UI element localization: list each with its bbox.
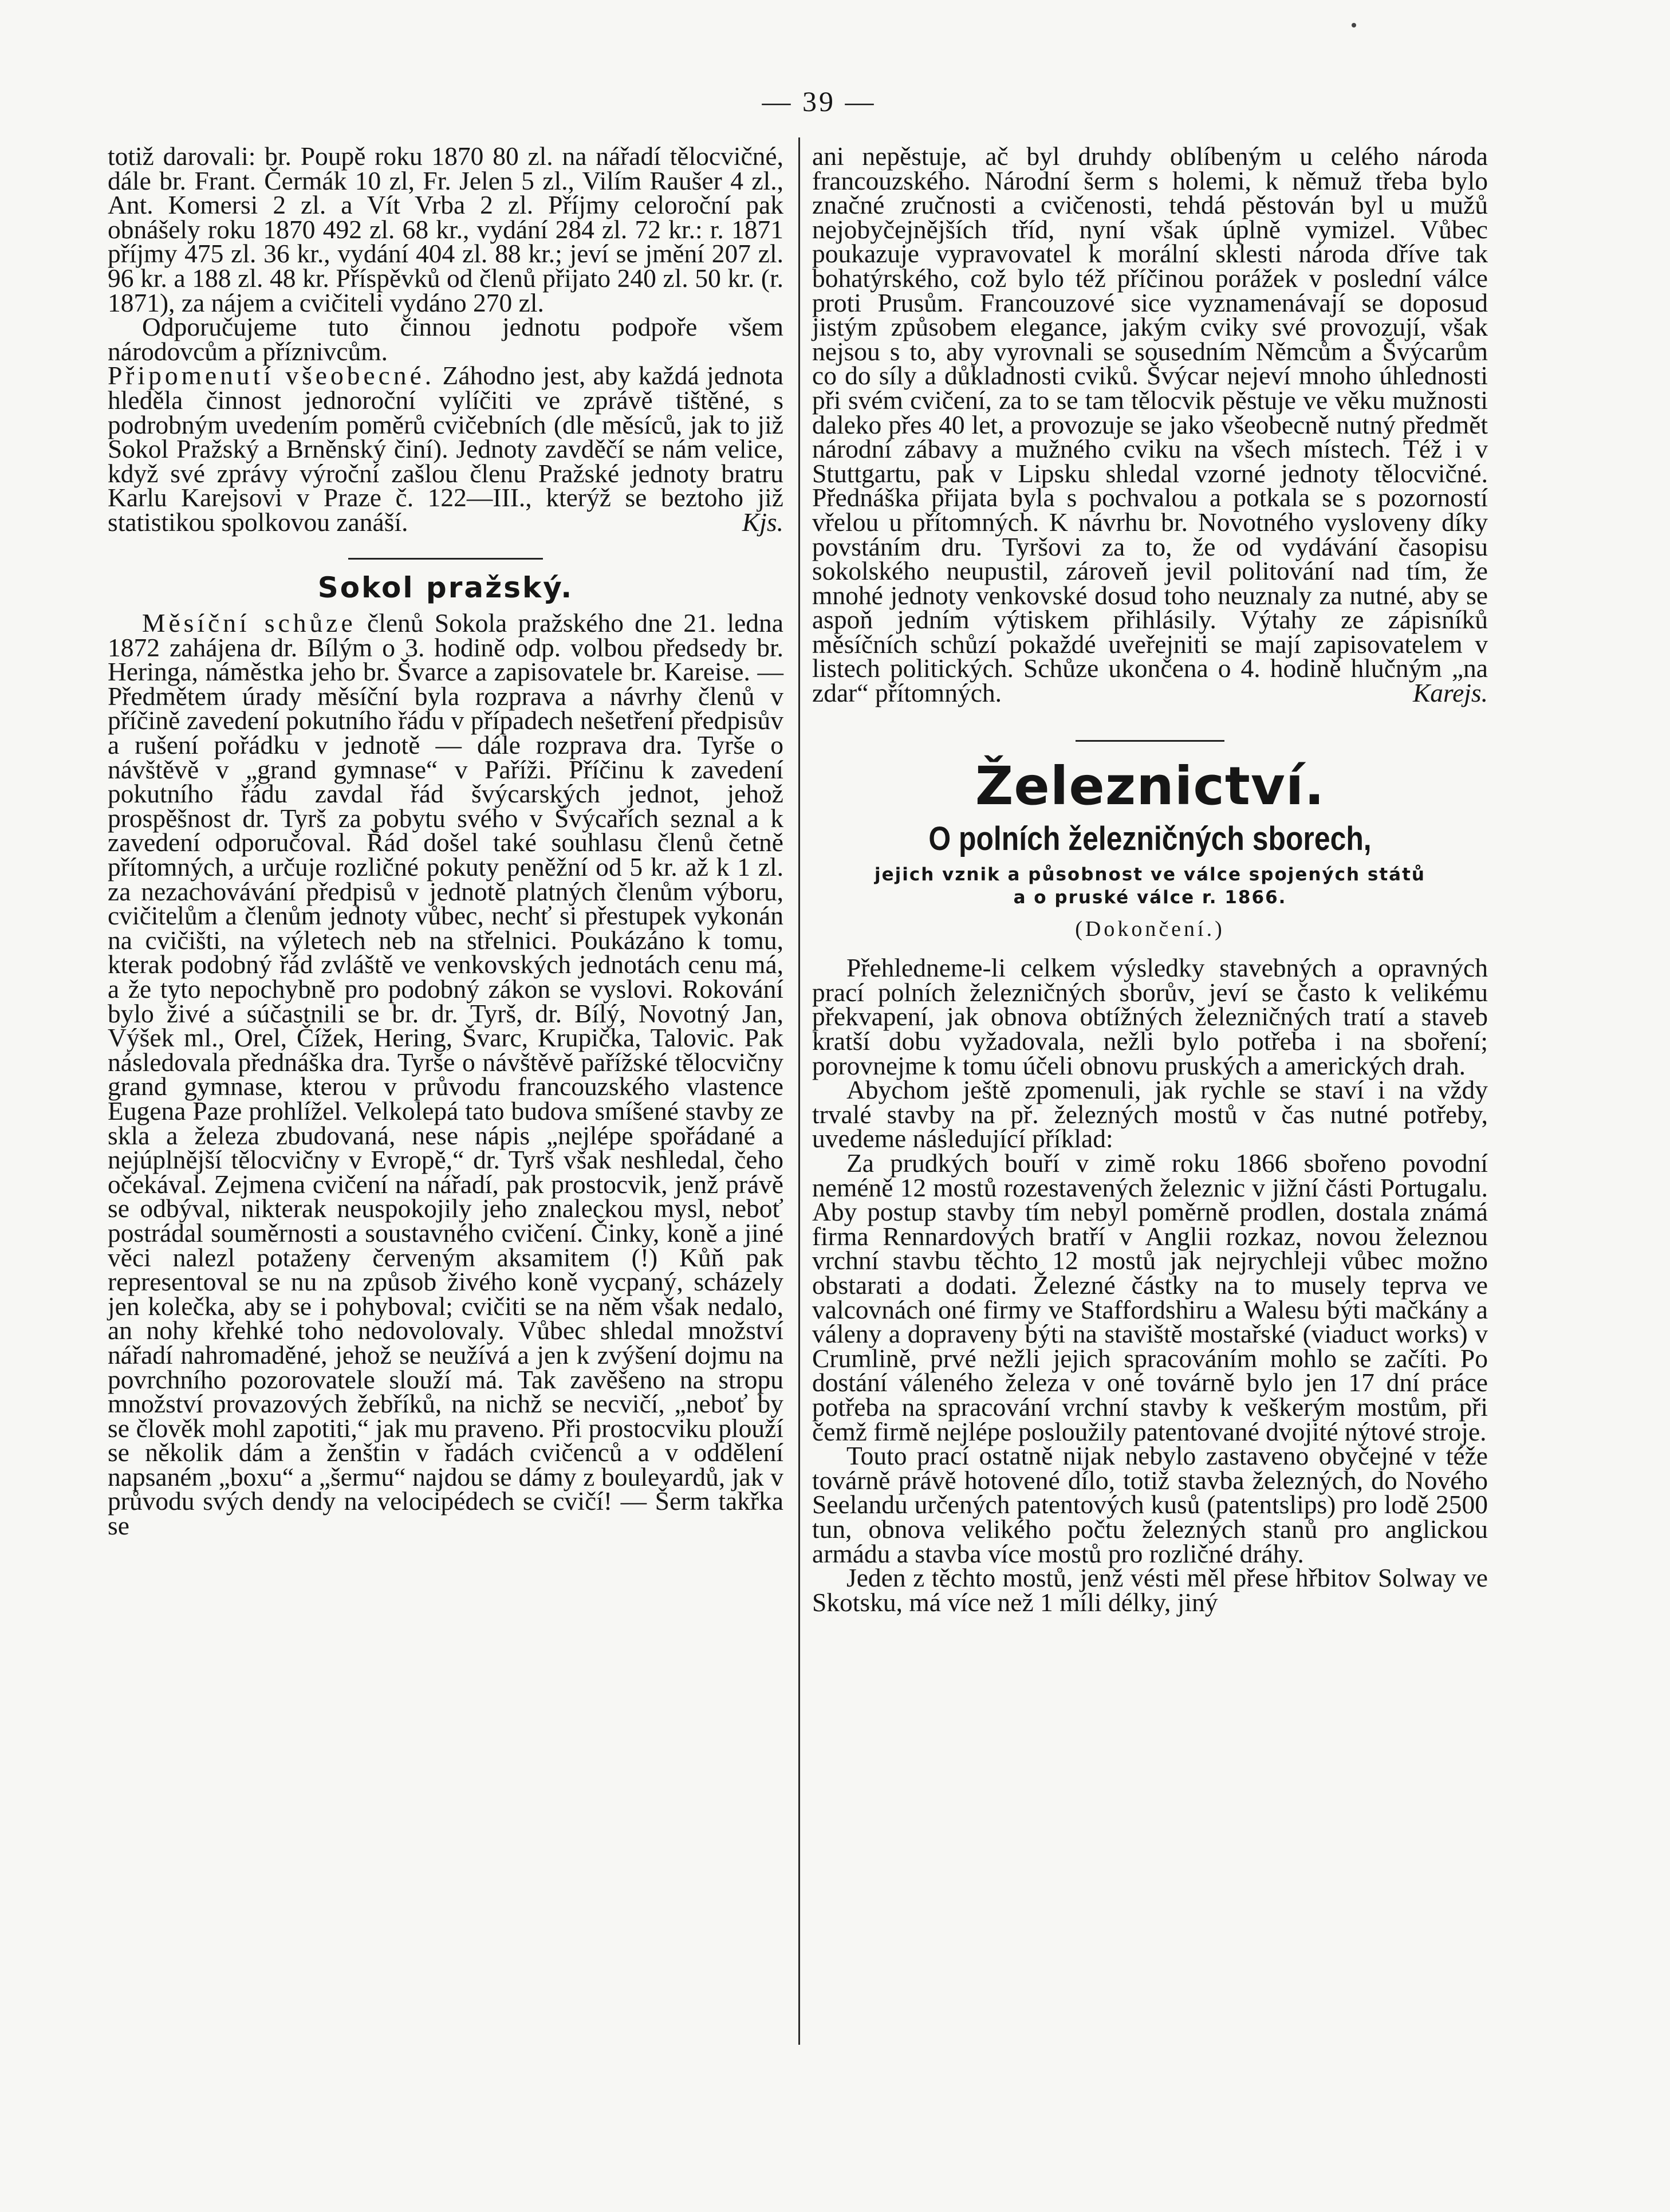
railway-paragraph-5: Jeden z těchto mostů, jenž vésti měl přese hřbitov Solway ve Skotsku, má více než 1 míli délky, jiný [812, 1563, 1488, 1617]
section-heading-sokol: Sokol pražský. [317, 570, 574, 604]
page-number: — 39 — [762, 85, 876, 117]
article-subsubtitle-1: jejich vznik a působnost ve válce spojených států [875, 864, 1425, 885]
article-subtitle: O polních železničných sborech, [928, 820, 1372, 857]
left-column [108, 141, 783, 1541]
sokol-signature: Karejs. [1412, 678, 1488, 708]
announcement-text: Záhodno jest, aby každá jednota hleděla činnost jednoroční vylíčiti ve zprávě tištěné, s podrobným uvedením poměrů cvičebních (dle měsíců, jak to již Sokol Pražský a Brněnský činí). Jednoty zavděčí se nám velice, když své zprávy výroční zašlou členu Pražské jednoty bratru Karlu Karejsovi v Praze č. 122—III., kterýž se beztoho již statistikou spolkovou zanáší. [108, 361, 783, 537]
sokol-continued-paragraph [812, 141, 1488, 708]
print-speck [1352, 23, 1356, 27]
donation-paragraph: totiž darovali: br. Poupě roku 1870 80 zl. na nářadí tělocvičné, dále br. Frant. Čermák 10 zl, Fr. Jelen 5 zl., Vilím Raušer 4 zl., Ant. Komersi 2 zl. a Vít Vrba 2 zl. Příjmy celoroční pak obnášely roku 1870 492 zl. 68 kr., vydání 284 zl. 72 kr.: r. 1871 příjmy 475 zl. 36 kr., vydání 404 zl. 88 kr.; jeví se jmění 207 zl. 96 kr. a 188 zl. 48 kr. Příspěvků od členů přijato 240 zl. 50 kr. (r. 1871), za nájem a cvičiteli vydáno 270 zl. [108, 141, 783, 317]
article-subsubtitle-2: a o pruské válce r. 1866. [1013, 887, 1287, 908]
column-divider [798, 137, 800, 2045]
sokol-continued-text: ani nepěstuje, ač byl druhdy oblíbeným u celého národa francouzského. Národní šerm s holemi, k němuž třeba bylo značné zručnosti a cvičenosti, tehdá pěstován byl u mužů nejobyčejnějších tříd, nyní však úplně vymizel. Vůbec poukazuje vypravovatel k morální sklesti národa dříve tak bohatýrského, což bylo též příčinou porážek v poslední válce proti Prusům. Francouzové sice vyznamenávají se doposud jistým způsobem elegance, jakým cviky své provozují, však nejsou s to, aby vyrovnali se sousedním Němcům a Švýcarům co do síly a důkladnosti cviků. Švýcar nejeví mnoho úhlednosti při svém cvičení, za to se tam tělocvik pěstuje ve věku mužnosti daleko přes 40 let, a provozuje se jako všeobecně nutný předmět národní zábavy a mužného cviku na všech místech. Též i v Stuttgartu, pak v Lipsku shledal vzorné jednoty tělocvičné. Přednáška přijata byla s pochvalou a potkala se s pozorností vřelou u přítomných. K návrhu br. Novotného vysloveny díky povstáním dru. Tyršovi za to, že od vydávání časopisu sokolského neupustil, zároveň jevil politování nad tím, že mnohé jednoty venkovské dosud toho neuznaly za nutné, aby se aspoň jedním výtiskem přihlásily. Výtahy ze zápisníků měsíčních schůzí pokaždé uveřejniti se mají zapisovatelem v listech politických. Schůze ukončena o 4. hodině hlučným „na zdar“ přítomných. [812, 141, 1488, 708]
railway-paragraph-4: Touto prací ostatně nijak nebylo zastaveno obyčejné v téže továrně právě hotovené dílo, totiž stavba železných, do Nového Seelandu určených patentových kusů (patentslips) pro lodě 2500 tun, obnova velikého počtu železných stanů pro anglickou armádu a stavba více mostů pro rozličné dráhy. [812, 1441, 1488, 1568]
article-title: Železnictví. [975, 755, 1325, 817]
section-rule [348, 558, 543, 560]
railway-paragraph-2: Abychom ještě zpomenuli, jak rychle se staví i na vždy trvalé stavby na př. železných mostů v čas nutné potřeby, uvedeme následující příklad: [812, 1075, 1488, 1154]
continuation-note: (Dokončení.) [1075, 916, 1225, 941]
recommendation-paragraph: Odporučujeme tuto činnou jednotu podpoře všem národovcům a příznivcům. [108, 312, 783, 366]
right-column [812, 141, 1488, 1617]
railway-paragraph-1: Přehledneme-li celkem výsledky stavebných a opravných prací polních železničných sborův, jeví se často k velikému překvapení, jak obnova obtížných železničných tratí a staveb kratší dobu vyžadovala, nežli bylo potřeba i na sboření; porovnejme k tomu účeli obnovu pruských a amerických drah. [812, 953, 1488, 1080]
announcement-signature: Kjs. [742, 507, 783, 537]
railway-paragraph-3: Za prudkých bouří v zimě roku 1866 sbořeno povodní neméně 12 mostů rozestavených železnic v jižní části Portugalu. Aby postup stavby tím nebyl poměrně prodlen, dostala známá firma Rennardových bratří v Anglii rozkaz, novou železnou vrchní stavbu těchto 12 mostů jak nejrychleji vůbec možno obstarati a dodati. Železné částky na to musely teprva ve valcovnách oné firmy ve Staffordshiru a Walesu býti mačkány a váleny a dopraveny býti na staviště mostařské (viaduct works) v Crumlině, prvé nežli jejich spracováním mohlo se začíti. Po dostání váleného železa v oné továrně bylo jen 17 dní práce potřeba na spracování vrchní stavby k veškerým mostům, při čemž firmě nejlépe posloužily patentované dvojité nýtové stroje. [812, 1148, 1488, 1446]
announcement-lead: Připomenutí všeobecné. [108, 361, 435, 391]
article-rule [1076, 740, 1224, 742]
announcement-paragraph [108, 361, 783, 537]
sokol-meeting-text: členů Sokola pražského dne 21. ledna 1872 zahájena dr. Bílým o 3. hodině odp. volbou předsedy br. Heringa, náměstka jeho br. Švarce a zapisovatele br. Kareise. — Předmětem úrady měsíční byla rozprava a návrhy členů v příčině zavedení pokutního řádu v případech nešetření předpisův a rušení pořádku v jednotě — dále rozprava dra. Tyrše o návštěvě v „grand gymnase“ v Paříži. Příčinu k zavedení pokutního řádu zavdal řád švýcarských jednot, jehož prospěšnost dr. Tyrš za pobytu svého v Švýcařích seznal a k zavedení odporučoval. Řád došel také souhlasu členů četně přítomných, a určuje rozličné pokuty peněžní od 5 kr. až k 1 zl. za nezachovávání předpisů v jednotě platných členům výboru, cvičitelům a členům jednoty vůbec, nechť si přestupek vykonán na cvičišti, na výletech neb na střelnici. Poukázáno k tomu, kterak podobný řád zvláště ve venkovských jednotách cenu má, a že tyto nepochybně pro podobný zákon se vyslovi. Rokování bylo živé a súčastnili se br. dr. Tyrš, dr. Bílý, Novotný Jan, Výšek ml., Orel, Čížek, Hering, Švarc, Krupička, Talovic. Pak následovala přednáška dra. Tyrše o návštěvě pařížské tělocvičny grand gymnase, kterou v průvodu francouzského vlastence Eugena Paze prohlížel. Velkolepá tato budova smíšené stavby ze skla a železa zbudovaná, nese nápis „nejlépe spořádané a nejúplnější tělocvičny v Evropě,“ dr. Tyrš však neshledal, čeho očekával. Zejmena cvičení na nářadí, pak prostocvik, jenž právě se odbýval, nikterak neuspokojily jeho znaleckou mysl, neboť postrádal souměrnosti a soustavného cvičení. Činky, koně a jiné věci nalezl potaženy červeným aksamitem (!) Kůň pak representoval se nu na způsob živého koně vycpaný, scházely jen kolečka, aby se i pohyboval; cvičiti se na něm však nedalo, an nohy křehké toho nedovolovaly. Vůbec shledal množství nářadí nahromaděné, jehož se neužívá a jen k zvýšení dojmu na povrchního pozorovatele slouží má. Tak zavěšeno na stropu množství provazových žebříků, na nichž se necvičí, „neboť by se člověk mohl zapotiti,“ jak mu praveno. Při prostocviku plouží se několik dám a ženštin v řadách cvičenců a v oddělení napsaném „boxu“ a „šermu“ najdou se dámy z boulevardů, jak v průvodu svých dendy na velocipédech se cvičí! — Šerm takřka se [108, 608, 783, 1541]
sokol-meeting-lead: Měsíční schůze [142, 608, 356, 638]
sokol-meeting-paragraph [108, 608, 783, 1541]
